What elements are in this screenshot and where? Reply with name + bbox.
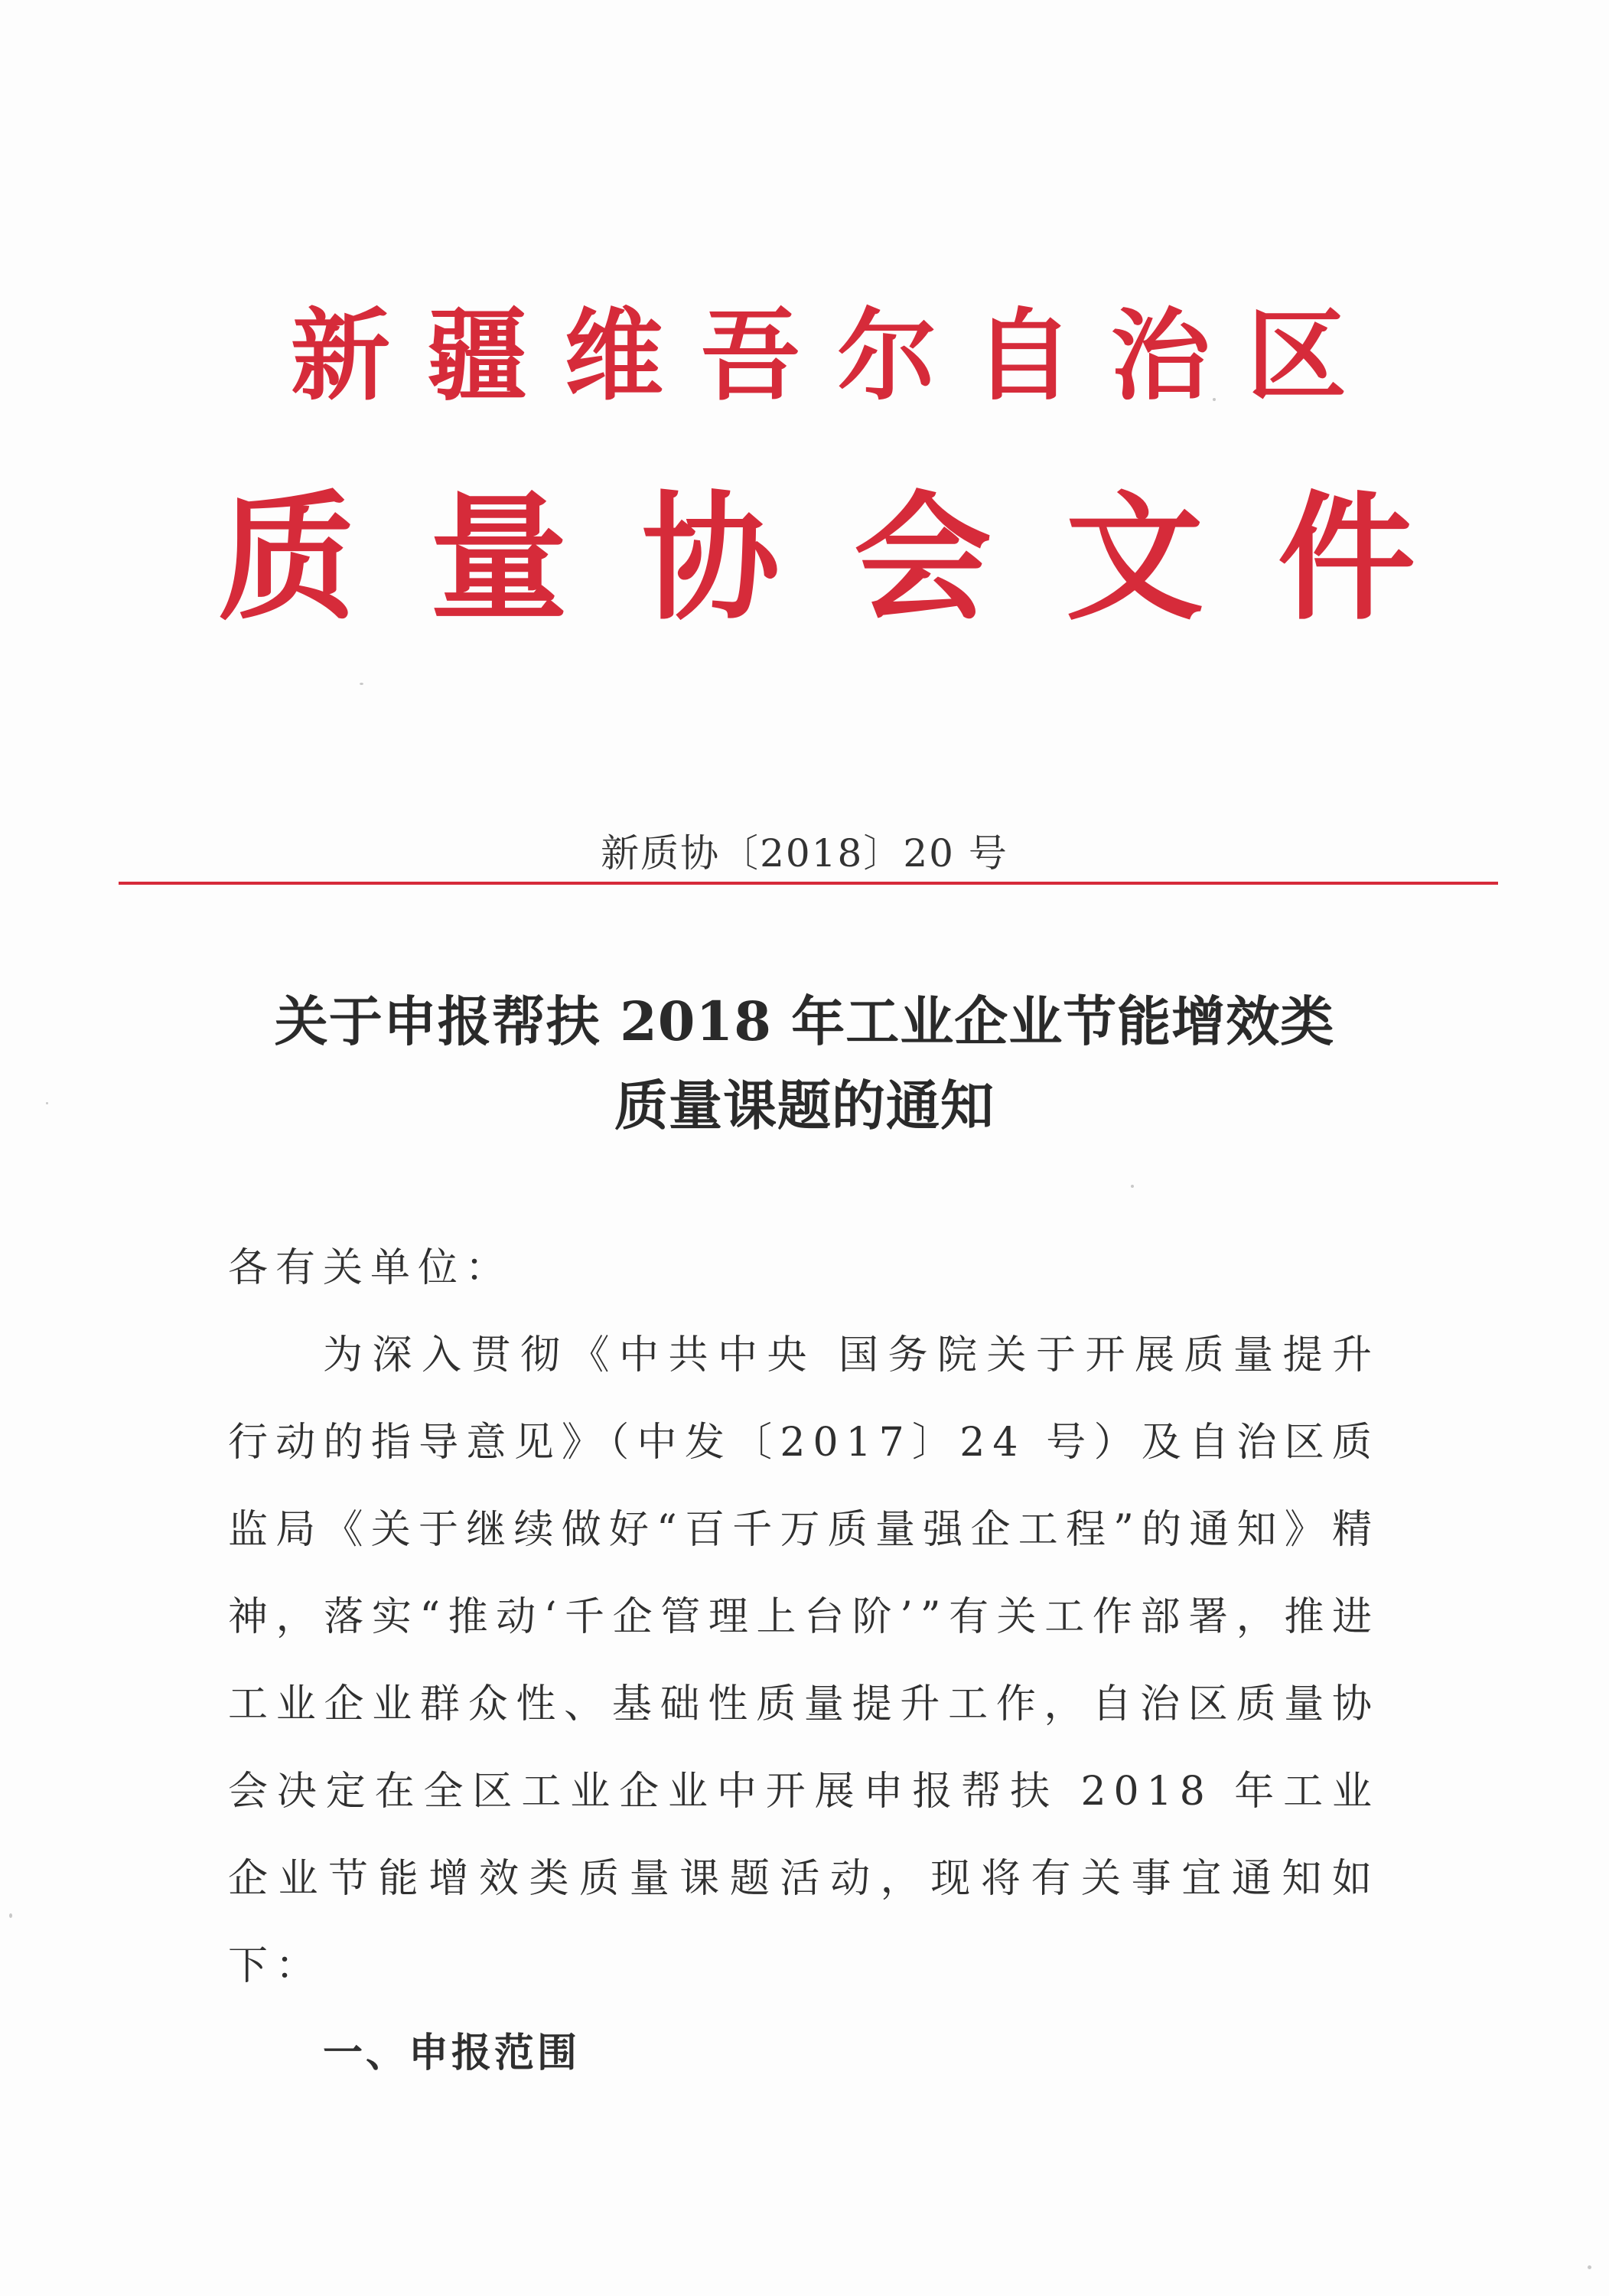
body-paragraph: 为深入贯彻《中共中央 国务院关于开展质量提升行动的指导意见》（中发〔2017〕24 号）及自治区质监局《关于继续做好“百千万质量强企工程”的通知》精神，落实“推动‘千企管理上台阶’”有关工作部署，推进工业企业群众性、基础性质量提升工作，自治区质量协会决定在全区工业企业中开展申报帮扶 2018 年工业企业节能增效类质量课题活动，现将有关事宜通知如下：: [228, 1332, 1379, 1989]
scan-speck: [1588, 2265, 1591, 2269]
letterhead-char: 量: [429, 478, 568, 639]
scan-speck: [9, 1913, 12, 1918]
letterhead-char: 维: [564, 297, 664, 414]
document-body: [228, 1225, 1379, 2097]
letterhead-region-name: [291, 295, 1347, 417]
letterhead-char: 区: [1246, 297, 1347, 414]
letterhead-char: 质: [218, 478, 357, 639]
letterhead-org-name: [218, 478, 1415, 639]
letterhead-char: 自: [973, 297, 1073, 414]
red-divider-line: [119, 882, 1498, 885]
scan-speck: [46, 1102, 48, 1104]
scan-speck: [1131, 1185, 1134, 1188]
document-number: 新质协〔2018〕20 号: [601, 831, 1008, 876]
letterhead-char: 尔: [837, 297, 937, 414]
scan-speck: [360, 683, 363, 685]
letterhead-char: 协: [641, 478, 780, 639]
letterhead-char: 吾: [700, 297, 800, 414]
letterhead-char: 新: [291, 297, 391, 414]
scan-speck: [1213, 398, 1216, 401]
letterhead-char: 治: [1110, 297, 1210, 414]
salutation: 各有关单位：: [228, 1245, 513, 1291]
letterhead-char: 疆: [427, 297, 527, 414]
section-heading: 一、申报范围: [323, 2030, 581, 2076]
letterhead-char: 会: [853, 478, 992, 639]
title-line-1: 关于申报帮扶 2018 年工业企业节能增效类: [274, 990, 1335, 1053]
document-title: [0, 980, 1609, 1148]
title-line-2: 质量课题的通知: [614, 1074, 995, 1137]
letterhead-char: 文: [1065, 478, 1203, 639]
letterhead-char: 件: [1277, 478, 1415, 639]
